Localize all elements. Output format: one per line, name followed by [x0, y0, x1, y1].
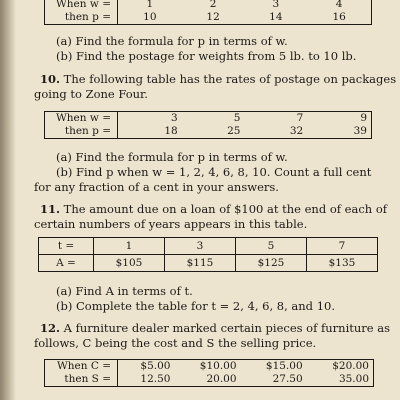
q11-part-a: (a) Find A in terms of t. — [56, 284, 193, 298]
question-text: going to Zone Four. — [34, 87, 148, 101]
q10-part-a: (a) Find the formula for p in terms of w. — [56, 150, 288, 164]
table-cell: 7 — [307, 238, 378, 255]
table-cell: $20.00 — [332, 360, 369, 372]
table-cell: 2 — [209, 0, 217, 10]
table-row — [45, 0, 372, 11]
table-row — [39, 255, 378, 272]
q11-part-b: (b) Complete the table for t = 2, 4, 6, 8, and 10. — [56, 299, 335, 313]
table-cell: 3 — [171, 112, 178, 124]
table-label: t = — [39, 238, 94, 255]
q11-parts — [34, 284, 392, 314]
table-cell: 5 — [236, 238, 307, 255]
q11-table — [38, 237, 378, 272]
table-cell: 9 — [360, 112, 367, 124]
table-cell: 5 — [233, 112, 241, 124]
q10-part-b: (b) Find p when w = 1, 2, 4, 6, 8, 10. Count a full cent — [56, 165, 372, 179]
question-number: 10. — [40, 72, 61, 86]
table-cell: $125 — [236, 255, 307, 272]
q10-table — [44, 111, 372, 139]
question-text: The following table has the rates of postage on packages — [63, 72, 397, 86]
table-label: then p = — [45, 125, 118, 139]
table-cell: 10 — [143, 11, 157, 23]
q9-part-b: (b) Find the postage for weights from 5 lb. to 10 lb. — [56, 49, 357, 63]
table-cell: $10.00 — [199, 360, 237, 372]
question-text: follows, C being the cost and S the selling price. — [34, 336, 317, 350]
table-cell: 3 — [165, 238, 236, 255]
table-cell: 27.50 — [272, 373, 303, 385]
q9-table — [44, 0, 372, 25]
table-row — [45, 373, 374, 387]
q11-text — [34, 202, 392, 232]
book-spine-shadow — [0, 0, 16, 400]
table-row — [45, 112, 372, 126]
table-cell: $15.00 — [265, 360, 303, 372]
table-cell: 3 — [272, 0, 280, 10]
q10-parts — [34, 150, 392, 195]
question-number: 11. — [40, 202, 61, 216]
table-cell: $105 — [94, 255, 165, 272]
table-cell: 18 — [164, 125, 178, 137]
table-cell: 1 — [146, 0, 154, 10]
table-cell: $115 — [165, 255, 236, 272]
table-cell: 1 — [94, 238, 165, 255]
q12-text — [34, 321, 392, 351]
q9-parts — [34, 34, 392, 64]
q10-text — [34, 72, 397, 102]
table-cell: 16 — [332, 11, 346, 23]
table-cell: 25 — [227, 125, 241, 137]
table-label: When w = — [45, 0, 118, 11]
table-cell: 39 — [353, 125, 367, 137]
table-row — [45, 11, 372, 25]
table-label: then p = — [45, 11, 118, 25]
table-cell: 20.00 — [206, 373, 237, 385]
question-text: certain numbers of years appears in this table. — [34, 217, 308, 231]
table-label: then S = — [45, 373, 118, 387]
q9-part-a: (a) Find the formula for p in terms of w. — [56, 34, 288, 48]
table-cell: 7 — [296, 112, 304, 124]
table-row — [45, 125, 372, 139]
table-cell: 4 — [335, 0, 343, 10]
table-cell: 14 — [269, 11, 283, 23]
table-label: When w = — [45, 112, 118, 126]
table-cell: 35.00 — [338, 373, 369, 385]
q12-table — [44, 359, 374, 387]
table-row — [45, 360, 374, 374]
question-text: The amount due on a loan of $100 at the end of each of — [63, 202, 388, 216]
table-cell: 12 — [206, 11, 220, 23]
table-row — [39, 238, 378, 255]
question-number: 12. — [40, 321, 61, 335]
table-cell: 12.50 — [140, 373, 171, 385]
question-text: A furniture dealer marked certain pieces of furniture as — [63, 321, 391, 335]
table-label: A = — [39, 255, 94, 272]
q10-part-b-cont: for any fraction of a cent in your answers. — [34, 180, 279, 194]
table-cell: 32 — [289, 125, 304, 137]
table-cell: $5.00 — [140, 360, 171, 372]
table-label: When C = — [45, 360, 118, 374]
table-cell: $135 — [307, 255, 378, 272]
